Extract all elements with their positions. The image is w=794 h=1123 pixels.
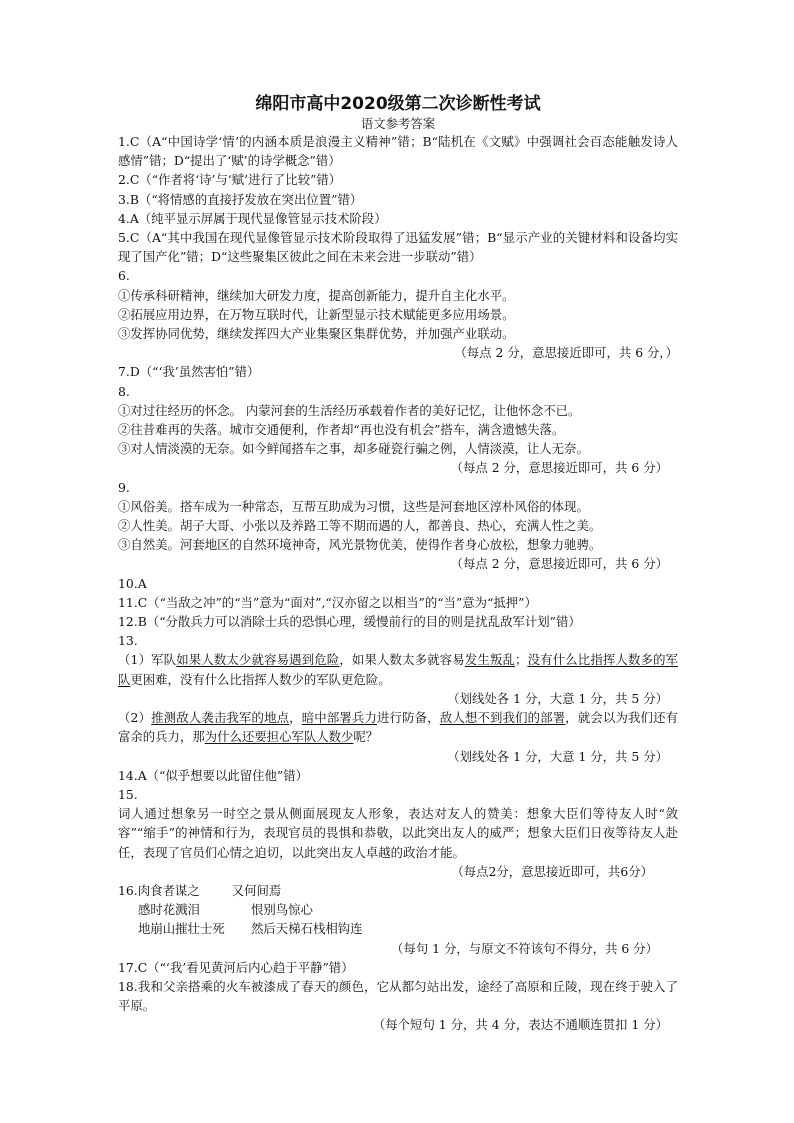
text-segment: （1）军队	[118, 652, 177, 668]
answer-q6-point: ③发挥协同优势，继续发挥四大产业集聚区集群优势，并加强产业联动。	[118, 326, 515, 342]
answer-q5: 5.C（A“其中我国在现代显像管显示技术阶段取得了迅猛发展”错；B“显示产业的关键材料和设备均实现了国产化”错；D“这些聚集区彼此之间在未来会进一步联动”错）	[118, 230, 678, 265]
answer-q15-text: 词人通过想象另一时空之景从侧面展现友人形象，表达对友人的赞美：想象大臣们等待友人时“敛容”“缩手”的神情和行为，表现官员的畏惧和恭敬，以此突出友人的威严；想象大臣们日夜等待友人赴任，表现了官员们心情之迫切，以此突出友人卓越的政治才能。	[118, 806, 678, 860]
underlined-key-point: 没有什么比指挥人数多的军队	[118, 652, 679, 687]
answer-q9-point: ①风俗美。搭车成为一种常态，互帮互助成为习惯，这些是河套地区淳朴风俗的体现。	[118, 498, 589, 514]
poem-row	[138, 919, 363, 938]
underlined-key-point: 敌人想不到我们的部署	[439, 710, 566, 726]
text-segment: ；	[515, 652, 528, 668]
answer-q13-part1	[118, 650, 678, 688]
answer-q6-number: 6.	[118, 268, 130, 284]
answer-q16-table	[138, 900, 363, 938]
answer-q18-text: 18.我和父亲搭乘的火车被漆成了春天的颜色，它从都匀站出发，途经了高原和丘陵，现在终于驶入了平原。	[118, 978, 678, 1014]
answer-q17: 17.C（“‘我’看见黄河后内心趋于平静”错）	[118, 959, 354, 975]
answer-sheet	[118, 93, 678, 1035]
answer-q15-score: （每点2分，意思接近即可，共6分）	[451, 863, 653, 879]
poem-line: 恨别鸟惊心	[251, 902, 313, 918]
poem-line: 感时花溅泪	[138, 902, 200, 918]
answer-q8-point: ③对人情淡漠的无奈。如今鲜闻搭车之事，却多碰瓷行骗之例，人情淡漠，让人无奈。	[118, 441, 589, 457]
text-segment: ，就会以为我们还有富余的兵力，那	[118, 710, 679, 745]
answer-q7: 7.D（“‘我’虽然害怕”错）	[118, 364, 260, 380]
answer-q2: 2.C（“作者将‘诗’与‘赋’进行了比较”错）	[118, 172, 342, 188]
underlined-key-point: 推测敌人袭击我军的地点	[151, 710, 290, 726]
underlined-key-point: 暗中部署兵力	[301, 710, 378, 726]
answer-q15-number: 15.	[118, 786, 138, 802]
poem-line: 肉食者谋之	[137, 882, 200, 898]
underlined-key-point: 为什么还要担心军队人数少	[204, 729, 354, 745]
text-segment: 进行防备，	[377, 710, 440, 726]
answer-q13-score1: （划线处各 1 分，大意 1 分，共 5 分）	[447, 690, 668, 706]
underlined-key-point: 如果人数太少就容易遇到危险	[176, 652, 340, 668]
answer-q18-score: （每个短句 1 分，共 4 分，表达不通顺连贯扣 1 分）	[372, 1017, 668, 1033]
text-segment: （2）	[118, 710, 152, 726]
answer-q9-point: ②人性美。胡子大哥、小张以及养路工等不期而遇的人，都善良、热心，充满人性之美。	[118, 518, 602, 534]
answer-q6-point: ①传承科研精神，继续加大研发力度，提高创新能力，提升自主化水平。	[118, 287, 515, 303]
answer-q13-part2	[118, 708, 678, 746]
poem-line: 然后天梯石栈相钩连	[251, 921, 363, 937]
answer-q6-point: ②拓展应用边界，在万物互联时代，让新型显示技术赋能更多应用场景。	[118, 306, 515, 322]
answer-q8-point: ②往昔难再的失落。城市交通便利，作者却“再也没有机会”搭车，满含遗憾失落。	[118, 422, 565, 438]
text-segment: 呢？	[353, 729, 379, 745]
poem-line: 地崩山摧壮士死	[138, 921, 225, 937]
answer-q6-score: （每点 2 分，意思接近即可，共 6 分，）	[454, 345, 678, 361]
answer-q9-point: ③自然美。河套地区的自然环境神奇，风光景物优美，使得作者身心放松，想象力驰骋。	[118, 537, 602, 553]
answer-q9-number: 9.	[118, 479, 130, 495]
answer-q12: 12.B（“分散兵力可以消除士兵的恐惧心理，缓慢前行的目的则是扰乱敌军计划”错）	[118, 614, 581, 630]
answer-q13-number: 13.	[118, 633, 138, 649]
answer-q14: 14.A（“似乎想要以此留住他”错）	[118, 767, 309, 783]
answer-q16	[118, 881, 678, 900]
text-segment: 更困难，没有什么比指挥人数少的军队更危险。	[130, 671, 391, 687]
text-segment: ，如果人数太多就容易	[339, 652, 465, 668]
answer-q16-score: （每句 1 分，与原文不符该句不得分，共 6 分）	[391, 940, 658, 956]
answer-q3: 3.B（“将情感的直接抒发放在突出位置”错）	[118, 191, 363, 207]
poem-line: 又何间焉	[231, 882, 282, 898]
answer-q4: 4.A（纯平显示屏属于现代显像管显示技术阶段）	[118, 210, 387, 226]
answer-q8-number: 8.	[118, 383, 130, 399]
answer-q8-score: （每点 2 分，意思接近即可，共 6 分）	[450, 460, 668, 476]
answer-q13-score2: （划线处各 1 分，大意 1 分，共 5 分）	[447, 748, 668, 764]
page-subtitle: 语文参考答案	[360, 116, 436, 131]
page-title: 绵阳市高中2020级第二次诊断性考试	[255, 94, 541, 114]
answer-q10: 10.A	[118, 575, 147, 591]
poem-row	[138, 900, 363, 919]
answer-q16-number: 16.	[118, 882, 138, 898]
answer-q1: 1.C（A“中国诗学‘情’的内涵本质是浪漫主义精神”错；B“陆机在《文赋》中强调社会百态能触发诗人感情”错；D“提出了‘赋’的诗学概念”错）	[118, 134, 678, 169]
answer-q8-point: ①对过往经历的怀念。 内蒙河套的生活经历承载着作者的美好记忆，让他怀念不已。	[118, 402, 581, 418]
text-segment: ，	[289, 710, 302, 726]
underlined-key-point: 发生叛乱	[464, 652, 516, 668]
answer-q11: 11.C（“当敌之冲”的“当”意为“面对”,“汉亦留之以相当”的“当”意为“抵押”）	[118, 594, 537, 610]
answer-q9-score: （每点 2 分，意思接近即可，共 6 分）	[450, 556, 668, 572]
